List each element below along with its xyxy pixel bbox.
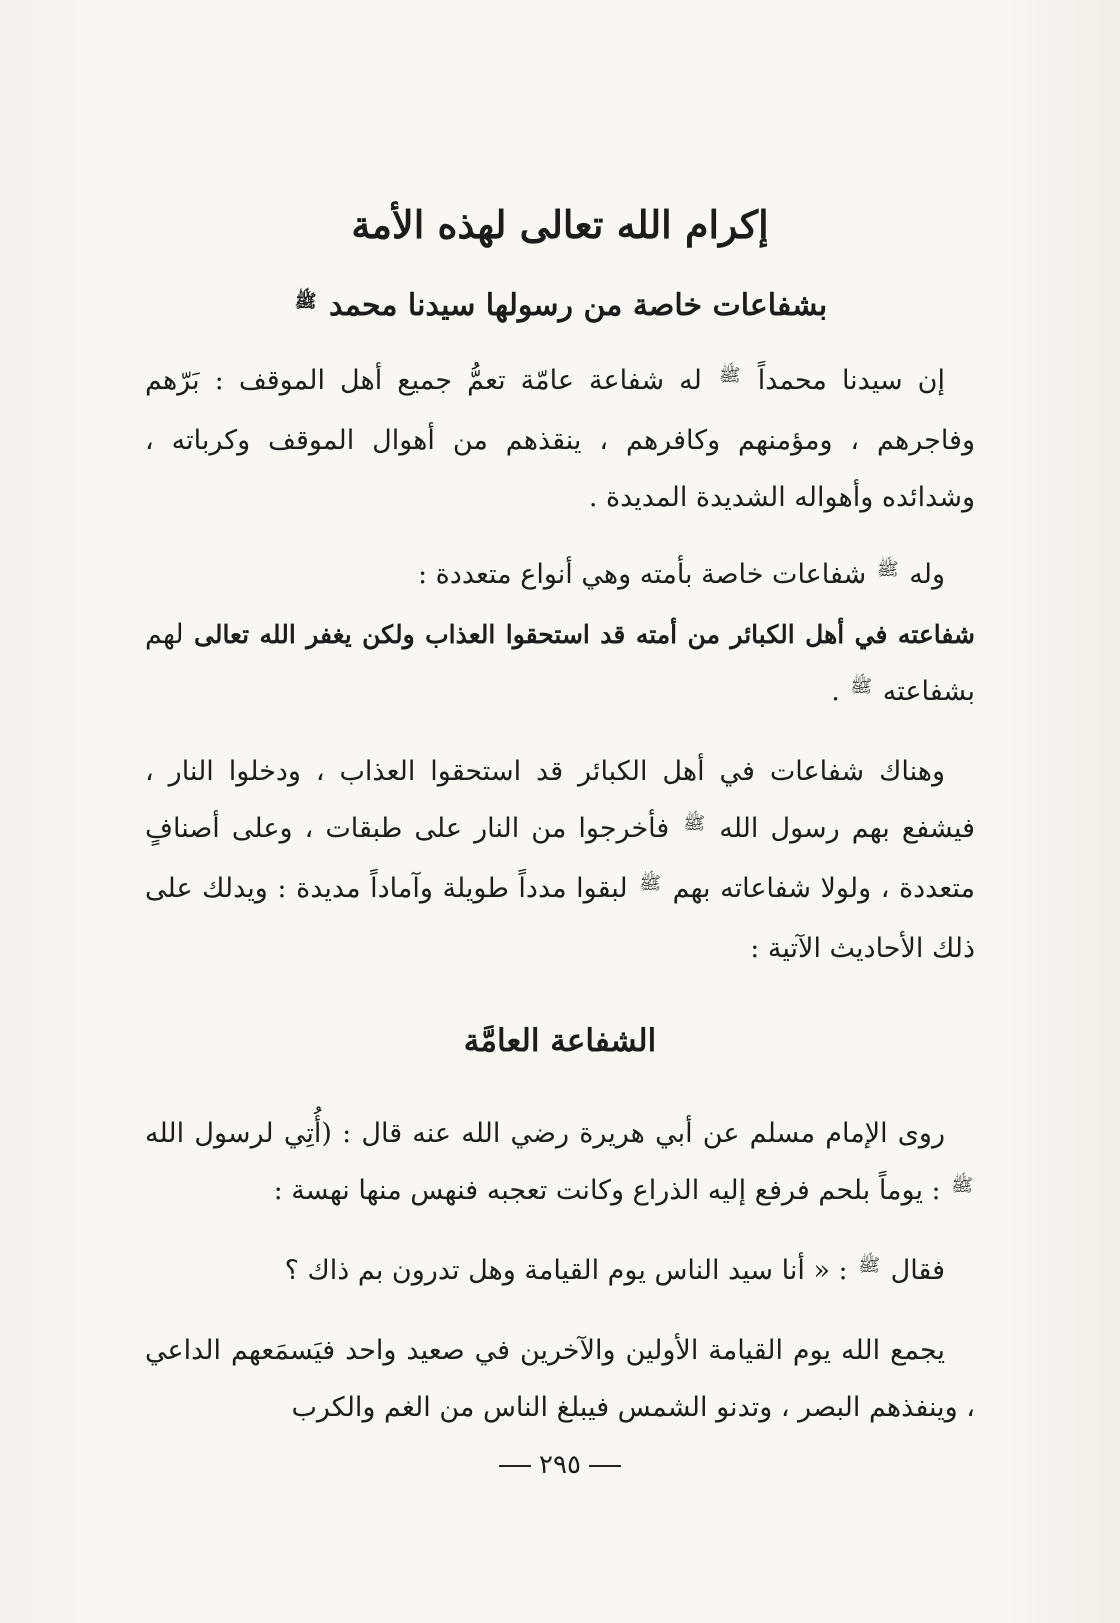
text: شفاعات خاصة بأمته وهي أنواع متعددة : — [417, 559, 867, 590]
text: روى الإمام مسلم عن أبي هريرة رضي الله عنه قال : (أُتِي لرسول الله — [145, 1118, 945, 1149]
pbuh-symbol: ﷺ — [858, 1255, 880, 1276]
pbuh-symbol: ﷺ — [718, 365, 741, 386]
paragraph-hadith-quote — [145, 1242, 975, 1302]
text: فأخرجوا من النار على طبقات ، وعلى أصنافٍ متعددة ، ولولا شفاعاته بهم — [145, 813, 975, 904]
pbuh-symbol: ﷺ — [683, 813, 706, 834]
paragraph-special-intercessions — [145, 546, 975, 606]
text: لبقوا مدداً طويلة وآماداً مديدة : ويدلك على ذلك الأحاديث الآتية : — [145, 873, 975, 964]
paragraph-hadith-narration — [145, 1105, 975, 1222]
section-title: الشفاعة العامَّة — [463, 1023, 657, 1059]
page-content — [145, 200, 975, 1436]
pbuh-symbol: ﷺ — [951, 1175, 973, 1196]
text: له شفاعة عامّة تعمُّ جميع أهل الموقف : بَرّهم وفاجرهم ، ومؤمنهم وكافرهم ، ينقذهم من أهوال الموقف وكرباته ، وشدائده وأهواله الشديدة المديدة . — [145, 365, 975, 513]
text: إن سيدنا محمداً — [757, 365, 946, 396]
subtitle-text: بشفاعات خاصة من رسولها سيدنا محمد — [328, 288, 828, 323]
page-title: إكرام الله تعالى لهذه الأمة — [351, 202, 769, 247]
bold-text: شفاعته في أهل الكبائر من أمته قد استحقوا العذاب ولكن يغفر الله تعالى — [193, 620, 975, 649]
text: : « أنا سيد الناس يوم القيامة وهل تدرون بم ذاك ؟ — [284, 1255, 848, 1286]
pbuh-symbol: ﷺ — [850, 676, 873, 697]
pbuh-symbol: ﷺ — [294, 291, 317, 312]
text: لهم بشفاعته — [145, 619, 975, 707]
pbuh-symbol: ﷺ — [876, 559, 899, 580]
dash-left — [589, 1465, 621, 1467]
text: : يوماً بلحم فرفع إليه الذراع وكانت تعجبه فنهس منها نهسة : — [273, 1175, 941, 1206]
paragraph-major-sins — [145, 606, 975, 723]
dash-right — [499, 1465, 531, 1467]
pbuh-symbol: ﷺ — [639, 873, 661, 894]
text: فقال — [890, 1255, 945, 1286]
text: وله — [909, 559, 945, 590]
page-subtitle — [145, 284, 975, 332]
paragraph-fire-intercessions — [145, 743, 975, 977]
text: . — [831, 676, 840, 707]
paragraph-general-intercession — [145, 352, 975, 526]
page-number — [0, 1450, 1120, 1480]
paragraph-hadith-continued: يجمع الله يوم القيامة الأولين والآخرين في صعيد واحد فيَسمَعهم الداعي ، وينفذهم البصر ، وتدنو الشمس فيبلغ الناس من الغم والكرب — [145, 1335, 975, 1423]
page-number-text: ٢٩٥ — [539, 1450, 581, 1480]
text: وهناك شفاعات في أهل الكبائر قد استحقوا العذاب ، ودخلوا النار ، فيشفع بهم رسول الله — [145, 756, 976, 844]
